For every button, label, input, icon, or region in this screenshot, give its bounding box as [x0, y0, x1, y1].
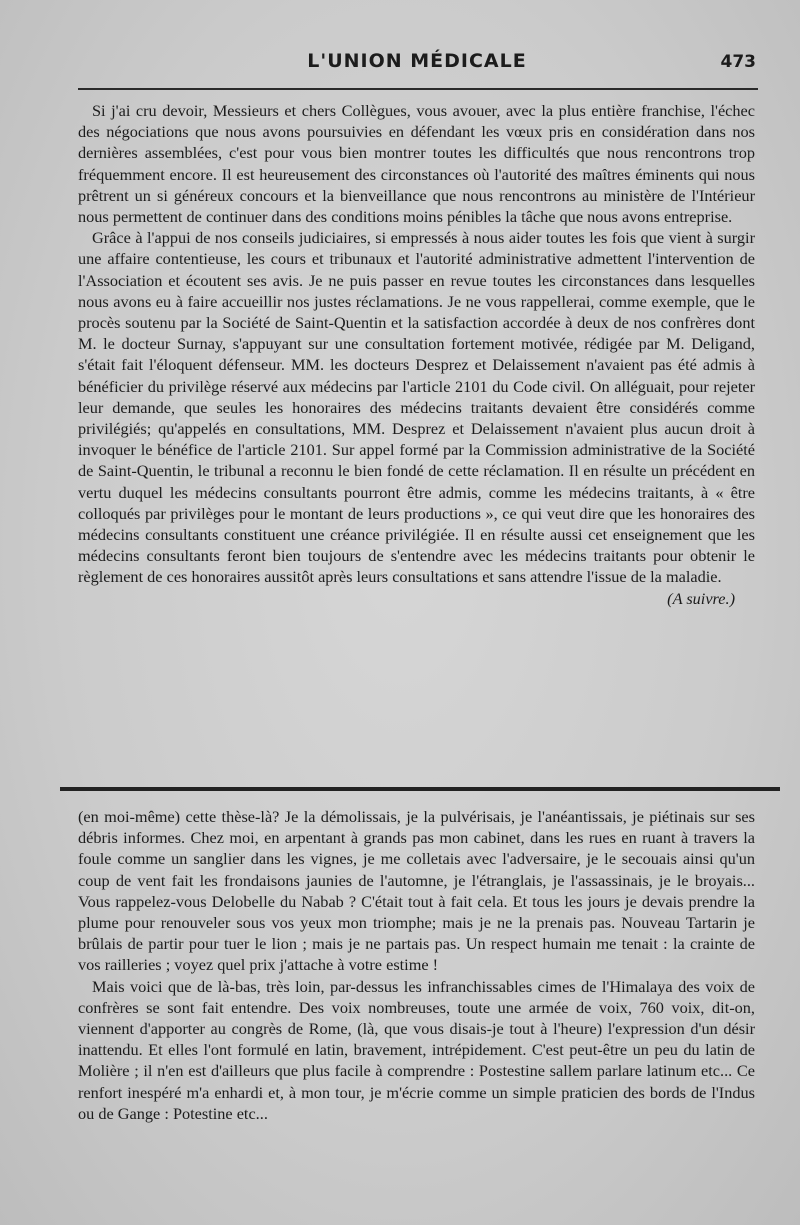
running-head — [78, 50, 756, 80]
article-paragraph: Grâce à l'appui de nos conseils judiciaires, si empressés à nous aider toutes les fois que vient à surgir une affaire contentieuse, les cours et tribunaux et l'autorité administrative admettent l'intervention de l'Association et écoutent ses avis. Je ne puis passer en revue toutes les circonstances dans lesquelles nous avons eu à faire accueillir nos justes réclamations. Je ne vous rappellerai, comme exemple, que le procès soutenu par la Société de Saint-Quentin et la satisfaction accordée à deux de nos confrères dont M. le docteur Surnay, s'appuyant sur une consultation fortement motivée, rédigée par M. Deligand, s'était fait l'éloquent défenseur. MM. les docteurs Desprez et Delaissement n'avaient pas été admis à bénéficier du privilège réservé aux médecins par l'article 2101 du Code civil. On alléguait, pour rejeter leur demande, que seules les honoraires des médecins traitants devaient être considérés comme privilégiés; qu'appelés en consultations, MM. Desprez et Delaissement n'avaient plus aucun droit à invoquer le bénéfice de l'article 2101. Sur appel formé par la Commission administrative de la Société de Saint-Quentin, le tribunal a reconnu le bien fondé de cette réclamation. Il en résulte un précédent en vertu duquel les médecins consultants pourront être admis, comme les médecins traitants, à « être colloqués par privilèges pour le montant de leurs productions », ce qui veut dire que les honoraires des médecins consultants constituent une créance privilégiée. Il en résulte aussi cet enseignement que les médecins consultants feront bien toujours de s'entendre avec les médecins traitants pour obtenir le règlement de ces honoraires aussitôt après leurs consultations et sans attendre l'issue de la maladie. — [78, 228, 755, 587]
feuilleton-paragraph: (en moi-même) cette thèse-là? Je la démolissais, je la pulvérisais, je l'anéantissais, je piétinais sur ses débris informes. Chez moi, en arpentant à grands pas mon cabinet, dans les rues en ruant à travers la foule comme un sanglier dans les vignes, je me colletais avec l'adversaire, je le secouais ainsi qu'un coup de vent fait les frondaisons jaunies de l'automne, je l'étranglais, je l'assassinais, je le broyais... Vous rappelez-vous Delobelle du Nabab ? C'était tout à fait cela. Et tous les jours je devais prendre la plume pour renouveler sous vos yeux mon triomphe; mais je ne la prenais pas. Nouveau Tartarin je brûlais de partir pour tuer le lion ; mais je ne partais pas. Un respect humain me tenait : la crainte de vos railleries ; voyez quel prix j'attache à votre estime ! — [78, 807, 755, 975]
article-paragraph: Si j'ai cru devoir, Messieurs et chers Collègues, vous avouer, avec la plus entière franchise, l'échec des négociations que nous avons poursuivies en défendant les vœux pris en considération dans nos dernières assemblées, c'est pour vous bien montrer toutes les difficultés que nous rencontrons trop fréquemment encore. Il est heureusement des circonstances où l'autorité des maîtres éminents qui nous prêtrent un si généreux concours et la bienveillance que nous rencontrons au ministère de l'Intérieur nous permettent de continuer dans des conditions moins pénibles la tâche que nous avons entreprise. — [78, 101, 755, 227]
header-rule — [78, 88, 758, 90]
feuilleton-body — [78, 806, 755, 1124]
page-number: 473 — [720, 52, 756, 72]
to-be-continued: (A suivre.) — [667, 588, 735, 608]
journal-title: L'UNION MÉDICALE — [307, 50, 527, 72]
feuilleton-paragraph: Mais voici que de là-bas, très loin, par-dessus les infranchissables cimes de l'Himalaya des voix de confrères se sont fait entendre. Des voix nombreuses, toute une armée de voix, 760 voix, dit-on, viennent d'apporter au congrès de Rome, (là, que vous disais-je tout à l'heure) l'expression d'un désir inattendu. Et elles l'ont formulé en latin, bravement, intrépidement. C'est peut-être un peu du latin de Molière ; il n'en est d'ailleurs que plus facile à comprendre : Postestine sallem parlare latinum etc... Ce renfort inespéré m'a enhardi et, à mon tour, je m'écrie comme un simple praticien des bords de l'Indus ou de Gange : Potestine etc... — [78, 976, 755, 1123]
feuilleton-rule — [60, 787, 780, 791]
article-body — [78, 100, 755, 609]
